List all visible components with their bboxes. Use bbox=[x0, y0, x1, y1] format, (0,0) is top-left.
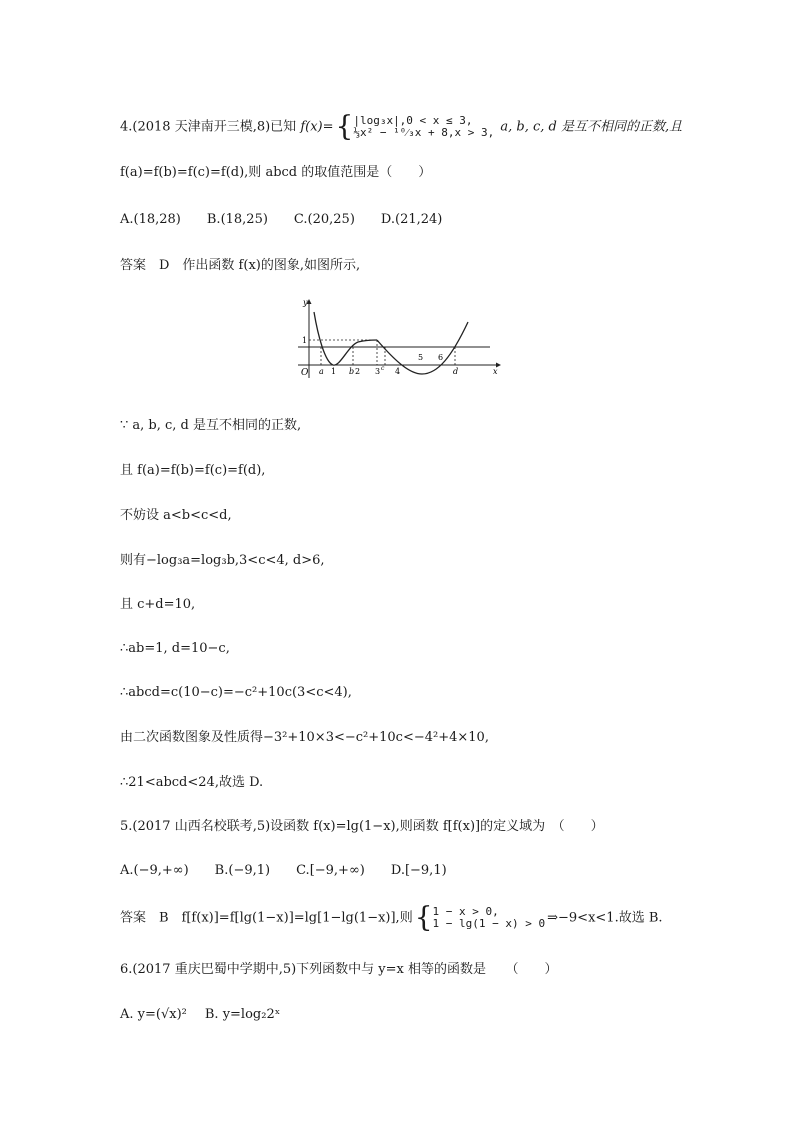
curve-abs-log bbox=[314, 312, 377, 365]
q5-answer bbox=[120, 902, 663, 934]
q6-option-a: A. y=(√x)² bbox=[120, 1007, 187, 1022]
q4-step-4: 则有−log₃a=log₃b,3<c<4, d>6, bbox=[120, 553, 325, 568]
tick-1: 1 bbox=[331, 367, 337, 376]
q4-piece2: ⅓x² − ¹⁰⁄₃x + 8,x > 3, bbox=[353, 125, 495, 139]
left-brace-icon: { bbox=[335, 109, 354, 143]
q5-sys-row1: 1 − x > 0, bbox=[432, 904, 499, 918]
tick-2: 2 bbox=[355, 367, 361, 376]
left-brace-icon: { bbox=[414, 900, 433, 934]
tick-b: b bbox=[349, 367, 355, 376]
q5-question: 5.(2017 山西名校联考,5)设函数 f(x)=lg(1−x),则函数 f[f(x)]的定义域为 （ ） bbox=[120, 819, 604, 834]
q4-step-5: 且 c+d=10, bbox=[120, 597, 196, 612]
q4-question-line2: f(a)=f(b)=f(c)=f(d),则 abcd 的取值范围是（ ） bbox=[120, 165, 432, 180]
graph-origin: O bbox=[301, 368, 309, 378]
q6-question: 6.(2017 重庆巴蜀中学期中,5)下列函数中与 y=x 相等的函数是 （ ） bbox=[120, 962, 558, 977]
q4-step-6: ∴ab=1, d=10−c, bbox=[120, 641, 230, 656]
tick-5: 5 bbox=[418, 353, 424, 362]
q4-step-3: 不妨设 a<b<c<d, bbox=[120, 508, 232, 523]
q4-step-8: 由二次函数图象及性质得−3²+10×3<−c²+10c<−4²+4×10, bbox=[120, 730, 489, 745]
q4-prefix: 4.(2018 天津南开三模,8)已知 bbox=[120, 119, 301, 135]
graph-y-label: y bbox=[303, 298, 308, 307]
q4-question-line1 bbox=[120, 111, 682, 143]
graph-x-label: x bbox=[493, 367, 498, 376]
q5-answer-prefix: 答案 B f[f(x)]=f[lg(1−x)]=lg[1−lg(1−x)],则 bbox=[120, 910, 413, 926]
q5-answer-suffix: ⇒−9<x<1.故选 B. bbox=[547, 910, 663, 926]
q4-step-1: ∵ a, b, c, d 是互不相同的正数, bbox=[120, 418, 302, 433]
q4-piece1: |log₃x|,0 < x ≤ 3, bbox=[353, 113, 473, 127]
tick-d: d bbox=[453, 367, 459, 376]
q4-step-2: 且 f(a)=f(b)=f(c)=f(d), bbox=[120, 463, 266, 478]
q4-function-graph bbox=[292, 296, 502, 381]
q4-answer: 答案 D 作出函数 f(x)的图象,如图所示, bbox=[120, 258, 361, 273]
tick-c: c bbox=[381, 365, 385, 372]
q4-fx: f(x)= bbox=[300, 119, 334, 135]
q4-suffix: a, b, c, d 是互不相同的正数,且 bbox=[496, 119, 683, 135]
graph-y-tick-1: 1 bbox=[302, 336, 308, 345]
tick-6: 6 bbox=[438, 353, 444, 362]
tick-a: a bbox=[319, 367, 324, 376]
q4-step-9: ∴21<abcd<24,故选 D. bbox=[120, 775, 264, 790]
tick-3: 3 bbox=[375, 367, 381, 376]
q4-options: A.(18,28) B.(18,25) C.(20,25) D.(21,24) bbox=[120, 212, 443, 227]
q6-options bbox=[120, 1007, 280, 1023]
q4-piecewise bbox=[336, 111, 495, 143]
q5-system bbox=[415, 902, 545, 934]
q5-options: A.(−9,+∞) B.(−9,1) C.[−9,+∞) D.[−9,1) bbox=[120, 863, 447, 878]
q5-sys-row2: 1 − lg(1 − x) > 0 bbox=[432, 916, 546, 930]
q6-option-b: B. y=log₂2ˣ bbox=[204, 1007, 281, 1022]
tick-4: 4 bbox=[395, 367, 401, 376]
q4-step-7: ∴abcd=c(10−c)=−c²+10c(3<c<4), bbox=[120, 685, 352, 700]
